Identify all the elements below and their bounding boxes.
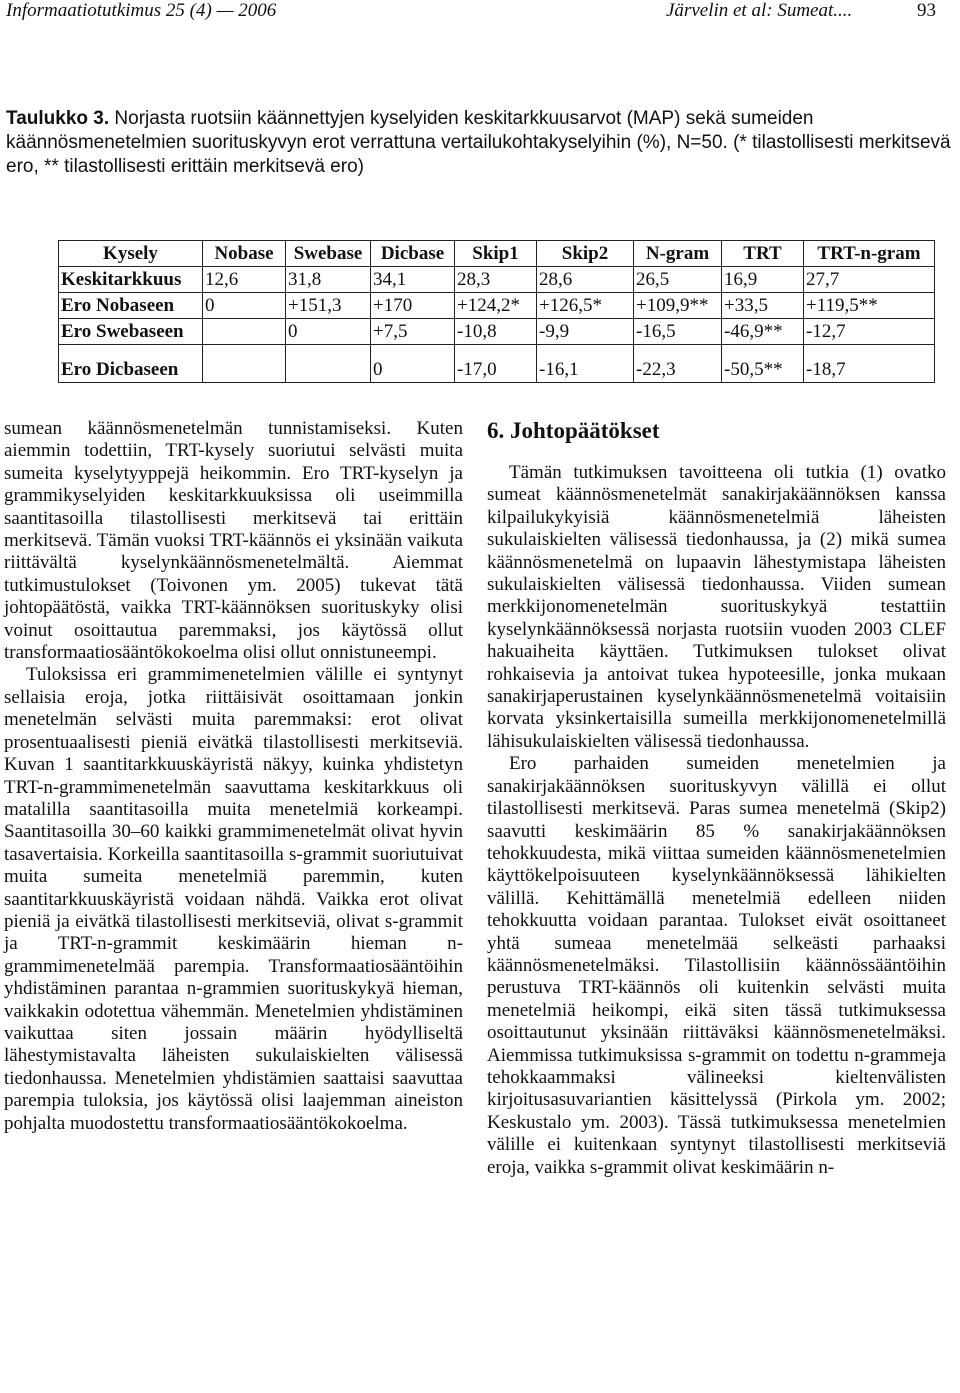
table-cell: -17,0 (455, 357, 537, 383)
table-cell (203, 357, 286, 383)
table-cell: 28,6 (537, 267, 634, 293)
table-cell: +7,5 (371, 319, 455, 345)
page-number: 93 (917, 0, 936, 21)
table-spacer-row (59, 345, 935, 358)
table-cell (203, 319, 286, 345)
table-caption (6, 107, 956, 179)
column-header: Skip1 (455, 241, 537, 267)
results-table (58, 240, 935, 383)
author-short-title: Järvelin et al: Sumeat.... (666, 0, 853, 21)
table-header-row (59, 241, 935, 267)
column-header: TRT-n-gram (804, 241, 935, 267)
row-label: Ero Nobaseen (59, 293, 203, 319)
table-cell: -10,8 (455, 319, 537, 345)
table-cell: 26,5 (634, 267, 722, 293)
table-cell: +170 (371, 293, 455, 319)
table-cell: +124,2* (455, 293, 537, 319)
table-cell (286, 357, 371, 383)
running-header (0, 0, 960, 24)
table-row (59, 267, 935, 293)
table-cell: 31,8 (286, 267, 371, 293)
table-row (59, 319, 935, 345)
table-cell: 0 (286, 319, 371, 345)
column-header: Skip2 (537, 241, 634, 267)
table-cell: 0 (203, 293, 286, 319)
table-cell: 27,7 (804, 267, 935, 293)
table-cell: -16,5 (634, 319, 722, 345)
table-cell: -46,9** (722, 319, 804, 345)
table-cell: -12,7 (804, 319, 935, 345)
column-header: TRT (722, 241, 804, 267)
body-paragraph: Tuloksissa eri grammimenetelmien välille ei syntynyt sellaisia eroja, jotka riittäisivät osoittamaan jonkin menetelmän selvästi muita paremmaksi: erot olivat prosentuaalisesti pieniä eivätkä tilastollisesti merkitseviä. Kuvan 1 saantitarkkuuskäyristä näkyy, kuinka yhdistetyn TRT-n-grammimenetelmän saavuttama keskitarkkuus oli matalilla saantitasoilla muita menetelmiä korkeampi. Saantitasoilla 30–60 kaikki grammimenetelmät olivat hyvin tasavertaisia. Korkeilla saantitasoilla s-grammit suoriutuivat muita sumeita menetelmiä paremmin, kuten saantitarkkuuskäyristä voidaan nähdä. Vaikka erot olivat pieniä ja eivätkä tilastollisesti merkitseviä, olivat s-grammit ja TRT-n-grammit keskimäärin hieman n-grammimenetelmää parempia. Transformaatiosääntöihin yhdistäminen parantaa n-grammien suorituskykyä hieman, vaikkakin odotettua vähemmän. Menetelmien yhdistäminen vaikuttaa siten jossain määrin hyödylliseltä lähestymistavalta läheisten sukulaiskielten välisessä tiedonhaussa. Menetelmien yhdistämien saattaisi saavuttaa parempia tuloksia, jos käytössä olisi laajemman aineiston pohjalta muodostettu transformaatiosääntökokoelma. (4, 664, 463, 1134)
table-cell: -18,7 (804, 357, 935, 383)
table-row (59, 293, 935, 319)
table-caption-text: Norjasta ruotsiin käännettyjen kyselyiden keskitarkkuusarvot (MAP) sekä sumeiden käännösmenetelmien suorituskyvyn erot verrattuna vertailukohtakyselyihin (%), N=50. (* tilastollisesti merkitsevä ero, ** tilastollisesti erittäin merkitsevä ero) (6, 108, 951, 177)
column-header: Dicbase (371, 241, 455, 267)
body-paragraph: sumean käännösmenetelmän tunnistamiseksi. Kuten aiemmin todettiin, TRT-kysely suoriutui selvästi muita sumeita kyselytyyppejä heikommin. Ero TRT-kyselyn ja grammikyselyiden keskitarkkuuksissa oli useimmilla saantitasoilla tilastollisesti merkitsevä tai erittäin merkitsevä. Tämän vuoksi TRT-käännös ei yksinään vaikuta riittävältä kyselynkäännösmenetelmältä. Aiemmat tutkimustulokset (Toivonen ym. 2005) tukevat tätä johtopäätöstä, vaikka TRT-käännöksen suorituskyky olisi voinut osoittautua paremmaksi, jos käytössä ollut transformaatiosääntökokoelma olisi ollut onnistuneempi. (4, 418, 463, 664)
table-cell: 16,9 (722, 267, 804, 293)
table-cell: 0 (371, 357, 455, 383)
table-cell: +33,5 (722, 293, 804, 319)
section-heading: 6. Johtopäätökset (487, 418, 660, 443)
row-label: Ero Swebaseen (59, 319, 203, 345)
table-cell: +119,5** (804, 293, 935, 319)
body-paragraph: Ero parhaiden sumeiden menetelmien ja sanakirjakäännöksen suorituskyvyn välillä ei ollut tilastollisesti merkitsevä. Paras sumea menetelmä (Skip2) saavutti keskimäärin 85 % sanakirjakäännöksen tehokkuudesta, mikä viittaa sumeiden käännösmenetelmien käyttökelpoisuuteen kyselynkäännöksessä lähikielten välillä. Kehittämällä menetelmiä edelleen niiden tehokkuutta voidaan parantaa. Tulokset eivät osoittaneet yhtä sumeaa menetelmää selkeästi parhaaksi käännösmenetelmäksi. Tilastollisiin käännössääntöihin perustuva TRT-käännös oli kuitenkin selvästi muita menetelmiä heikompi, eikä siten tässä tutkimuksessa osoittautunut yksinään riittäväksi käännösmenetelmäksi. Aiemmissa tutkimuksissa s-grammit on todettu n-grammeja tehokkaammaksi välineeksi kieltenvälisten kirjoitusasuvariantien käsittelyssä (Pirkola ym. 2002; Keskustalo ym. 2003). Tässä tutkimuksessa menetelmien välille ei kuitenkaan syntynyt tilastollisesti merkitseviä eroja, vaikka s-grammit olivat keskimäärin n- (487, 753, 946, 1178)
table-row (59, 357, 935, 383)
table-cell: -22,3 (634, 357, 722, 383)
table-cell: +109,9** (634, 293, 722, 319)
row-label: Keskitarkkuus (59, 267, 203, 293)
column-header: Swebase (286, 241, 371, 267)
column-header: Nobase (203, 241, 286, 267)
table-cell: -16,1 (537, 357, 634, 383)
table-cell: 34,1 (371, 267, 455, 293)
table-cell: 12,6 (203, 267, 286, 293)
column-header: Kysely (59, 241, 203, 267)
table-label: Taulukko 3. (6, 108, 110, 129)
right-text-column (487, 418, 946, 1179)
table-cell: +151,3 (286, 293, 371, 319)
table-cell: 28,3 (455, 267, 537, 293)
body-paragraph: Tämän tutkimuksen tavoitteena oli tutkia (1) ovatko sumeat käännösmenetelmät sanakirjakäännöksen kanssa kilpailukykyisiä käännösmenetelmiä läheisten sukulaiskielten välisessä tiedonhaussa, ja (2) mikä sumea käännösmenetelmä on lupaavin lähestymistapa läheisten sukulaiskielten välisessä tiedonhaussa. Viiden sumean merkkijonomenetelmän suorituskykyä testattiin kyselynkäännöksessä norjasta ruotsiin vuoden 2003 CLEF hakuaiheita käyttäen. Tutkimuksen tulokset olivat rohkaisevia ja antoivat tukea hypoteesille, jonka mukaan sanakirjaperustainen kyselynkäännösmenetelmä voitaisiin korvata yksinkertaisilla sumeilla merkkijonomenetelmillä lähisukulaiskielten välisessä tiedonhaussa. (487, 462, 946, 752)
table-cell: +126,5* (537, 293, 634, 319)
table-cell: -50,5** (722, 357, 804, 383)
journal-reference: Informaatiotutkimus 25 (4) — 2006 (6, 0, 277, 21)
column-header: N-gram (634, 241, 722, 267)
row-label: Ero Dicbaseen (59, 357, 203, 383)
table-cell: -9,9 (537, 319, 634, 345)
left-text-column (4, 418, 463, 1135)
